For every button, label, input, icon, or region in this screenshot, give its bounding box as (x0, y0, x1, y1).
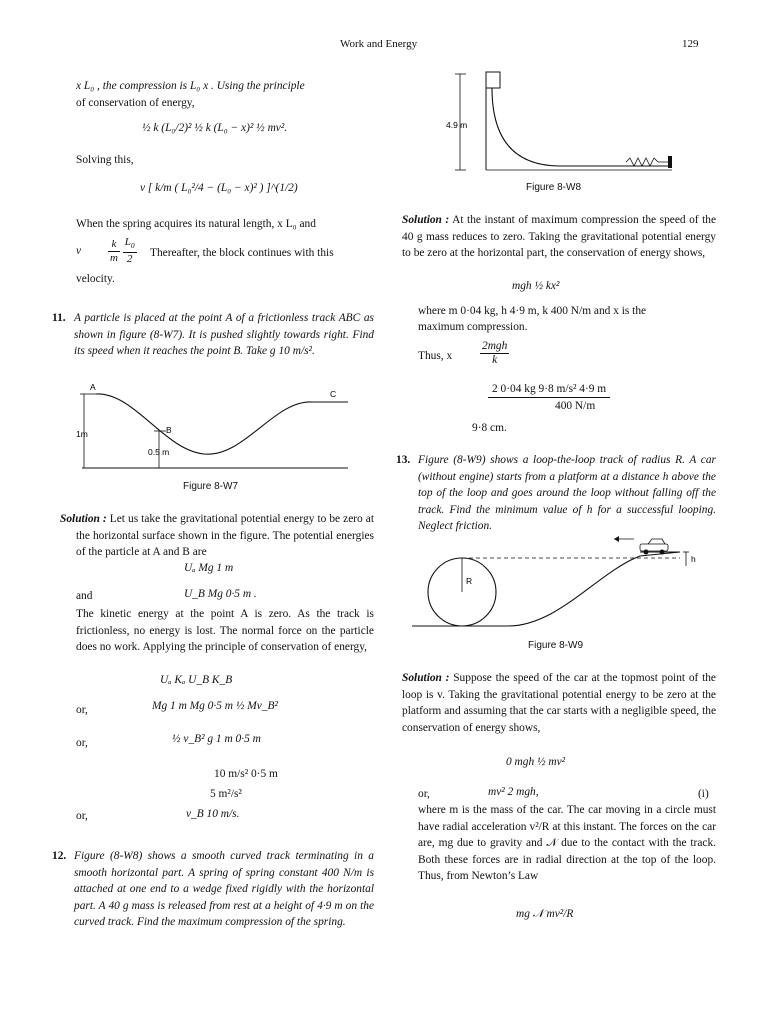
spring-icon (626, 158, 668, 166)
equation-step-b: 5 m²/s² (210, 788, 242, 800)
numeric-denominator: 400 N/m (555, 400, 596, 412)
figure-8-w8-diagram (440, 66, 680, 174)
or-a-equation: mv² 2 mgh, (488, 786, 539, 798)
equation-label-i: (i) (698, 788, 709, 800)
figure-8-w8-caption: Figure 8-W8 (526, 182, 582, 193)
question-11-number: 11. (52, 312, 66, 324)
fig8-label-height: 4.9 m (446, 120, 468, 130)
kinetic-energy-text: The kinetic energy at the point A is zero. As the track is frictionless, no energy is lost. The normal force on the particle does no work. Applying the principle of conservation of energy, (76, 608, 374, 653)
thus-fraction (480, 340, 509, 367)
and-word: and (76, 590, 93, 602)
solution-12-text (402, 212, 716, 262)
fig9-label-r: R (466, 576, 473, 586)
question-11-text: A particle is placed at the point A of a frictionless track ABC as shown in figure (8-W7). It is pushed slightly towards right. Find its speed when it reaches the point B. Take g 10 m/s². (74, 312, 374, 357)
solution-13-text (402, 670, 716, 736)
natural-length-line-1: When the spring acquires its natural length, x L₀ and (76, 218, 316, 230)
solution-11-text (60, 511, 375, 561)
where-line-1: where m 0·04 kg, h 4·9 m, k 400 N/m and x is the (418, 305, 647, 317)
figure-8-w9-diagram (408, 532, 708, 632)
newton-equation: mg 𝒩 mv²/R (516, 908, 574, 920)
solution-11-label: Solution : (60, 513, 107, 525)
fig9-label-h: h (691, 554, 696, 564)
where-2-text: where m is the mass of the car. The car moving in a circle must have radial acceleration v²/R at this instant. The forces on the car are, mg due to gravity and 𝒩 due to the contact with the track. Both these forces are in radial direction at the top of the loop. Thus, from Newton’s Law (418, 804, 716, 882)
result-value: 9·8 cm. (472, 422, 507, 434)
mgh-equation: mgh ½ kx² (512, 280, 560, 292)
or-a: or, (418, 788, 430, 800)
or-3: or, (76, 810, 88, 822)
intro-line-2: of conservation of energy, (76, 97, 195, 109)
or-1: or, (76, 704, 88, 716)
thus-fraction-numerator: 2mgh (482, 340, 508, 352)
question-12-number: 12. (52, 850, 67, 862)
solution-13-label: Solution : (402, 672, 450, 684)
thus-fraction-denominator: k (492, 354, 498, 366)
velocity-fraction: $\frac{k}{m}$ $\frac{L_0}{2}$ (110, 236, 135, 266)
natural-length-line-2: Thereafter, the block continues with this (150, 247, 334, 259)
potential-energy-b: U_B Mg 0·5 m . (184, 588, 257, 600)
fig7-label-a: A (90, 382, 96, 392)
question-13-number: 13. (396, 454, 411, 466)
figure-8-w7-caption: Figure 8-W7 (183, 481, 239, 492)
page-number: 129 (682, 38, 699, 50)
natural-length-line-3: velocity. (76, 273, 115, 285)
energy-equation-1: ½ k (L₀/2)² ½ k (L₀ − x)² ½ mv². (142, 122, 288, 134)
or-2: or, (76, 737, 88, 749)
or-1-equation: Mg 1 m Mg 0·5 m ½ Mv_B² (152, 700, 278, 712)
arrow-left-icon (614, 536, 619, 542)
natural-length-v: v (76, 245, 82, 257)
figure-8-w7-diagram (74, 380, 354, 472)
thus-text: Thus, x (418, 350, 453, 362)
solution-13-body: Suppose the speed of the car at the topmost point of the loop is v. Taking the gravitational potential energy to be zero at the platform and assuming that the car starts with a negligible speed, the conservation of energy shows, (402, 672, 716, 734)
intro-line-1: x L₀ , the compression is L₀ x . Using the principle (76, 80, 305, 92)
energy-equation-zero: 0 mgh ½ mv² (506, 756, 566, 768)
running-header-title: Work and Energy (340, 38, 418, 50)
question-12-text: Figure (8-W8) shows a smooth curved track terminating in a smooth horizontal part. A spring of spring constant 400 N/m is attached at one end to a wedge fixed rigidly with the horizontal part. A 40 g mass is released from rest at a height of 4·9 m on the curved track. Find the maximum compression of the spring. (74, 850, 374, 928)
fig7-label-1m: 1m (76, 429, 88, 439)
or-3-equation: v_B 10 m/s. (186, 808, 240, 820)
solution-11-body: Let us take the gravitational potential energy to be zero at the horizontal surface shown in the figure. The potential energies of the particle at A and B are (76, 513, 375, 558)
question-13-text: Figure (8-W9) shows a loop-the-loop track of radius R. A car (without engine) starts from a platform at a distance h above the top of the loop and goes around the loop without falling off the track. Find the minimum value of h for a successful looping. Neglect friction. (418, 454, 716, 532)
solution-12-label: Solution : (402, 214, 450, 226)
or-2-equation: ½ v_B² g 1 m 0·5 m (172, 733, 261, 745)
figure-8-w9-caption: Figure 8-W9 (528, 640, 584, 651)
equation-step-a: 10 m/s² 0·5 m (214, 768, 278, 780)
where-line-2: maximum compression. (418, 321, 528, 333)
fig7-label-c: C (330, 389, 337, 399)
conservation-equation: Uₐ Kₐ U_B K_B (160, 674, 233, 686)
potential-energy-a: Uₐ Mg 1 m (184, 562, 234, 574)
fig7-label-b: B (166, 425, 172, 435)
numeric-numerator: 2 0·04 kg 9·8 m/s² 4·9 m (488, 381, 610, 398)
fig7-label-05m: 0.5 m (148, 447, 170, 457)
velocity-equation: v [ k/m ( L₀²/4 − (L₀ − x)² ) ]^(1/2) (140, 182, 298, 194)
solution-12-body: At the instant of maximum compression the speed of the 40 g mass reduces to zero. Taking the gravitational potential energy to be zero at the horizontal part, the conservation of energy shows, (402, 214, 717, 259)
solving-text: Solving this, (76, 154, 134, 166)
